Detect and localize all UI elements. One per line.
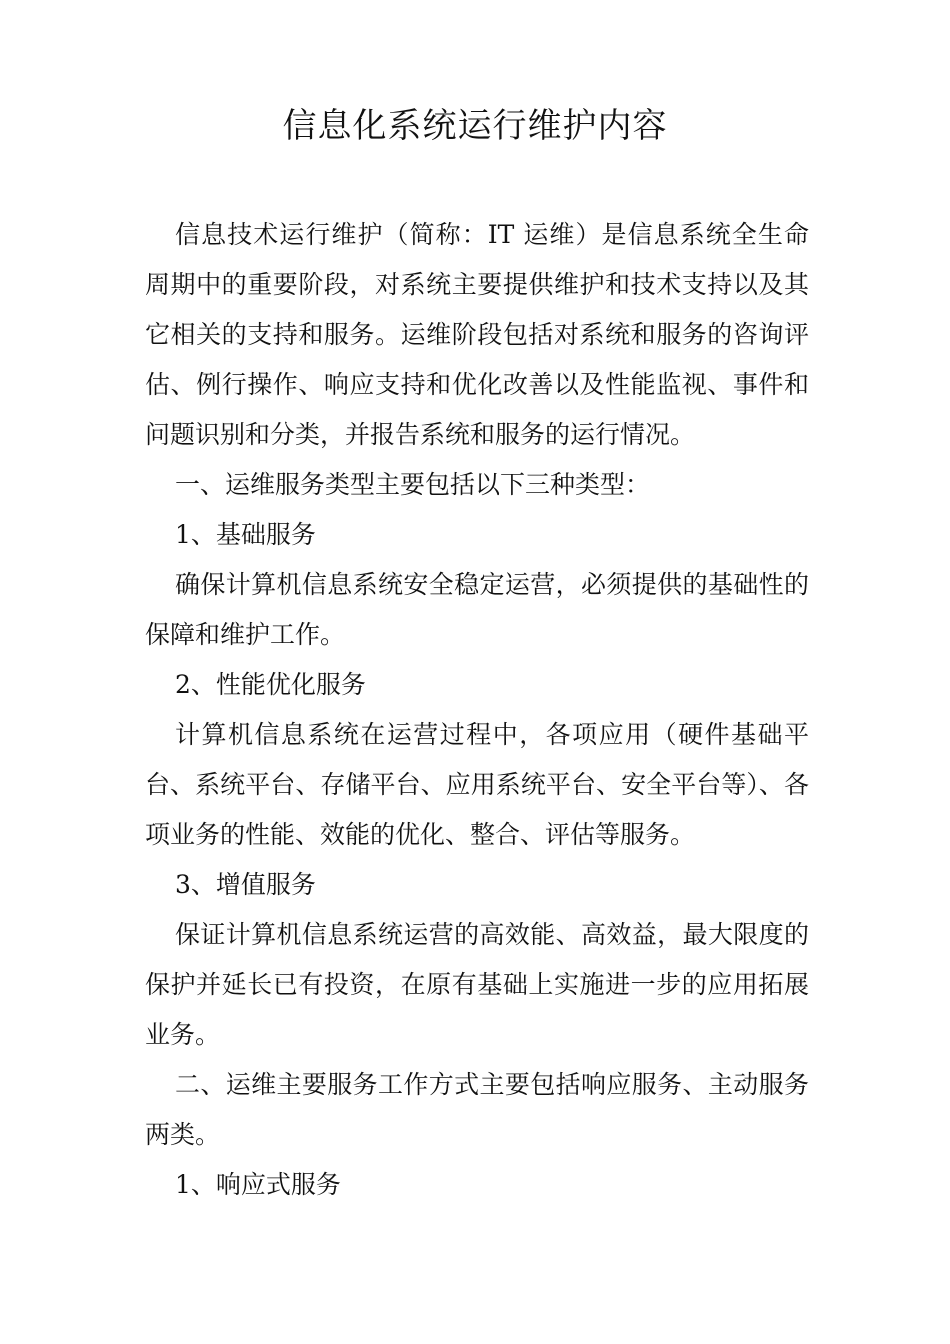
value-added-service-paragraph: 保证计算机信息系统运营的高效能、高效益，最大限度的保护并延长已有投资，在原有基础上实施进一步的应用拓展业务。: [145, 920, 809, 1049]
section-heading-service-types: 一、运维服务类型主要包括以下三种类型：: [175, 470, 651, 499]
document-title: 信息化系统运行维护内容: [282, 106, 668, 146]
section-heading-work-modes: 二、运维主要服务工作方式主要包括响应服务、主动服务两类。: [145, 1070, 809, 1149]
subheading-value-added-service: 3、增值服务: [175, 870, 316, 899]
subheading-responsive-service: 1、响应式服务: [175, 1170, 341, 1199]
intro-paragraph: 信息技术运行维护（简称：IT 运维）是信息系统全生命周期中的重要阶段，对系统主要提供维护和技术支持以及其它相关的支持和服务。运维阶段包括对系统和服务的咨询评估、例行操作、响应支持和优化改善以及性能监视、事件和问题识别和分类，并报告系统和服务的运行情况。: [145, 220, 809, 449]
basic-service-paragraph: 确保计算机信息系统安全稳定运营，必须提供的基础性的保障和维护工作。: [145, 570, 809, 649]
subheading-basic-service: 1、基础服务: [175, 520, 316, 549]
subheading-performance-service: 2、性能优化服务: [175, 670, 366, 699]
performance-service-paragraph: 计算机信息系统在运营过程中，各项应用（硬件基础平台、系统平台、存储平台、应用系统平台、安全平台等）、各项业务的性能、效能的优化、整合、评估等服务。: [145, 720, 809, 849]
document-body: [145, 210, 809, 1210]
